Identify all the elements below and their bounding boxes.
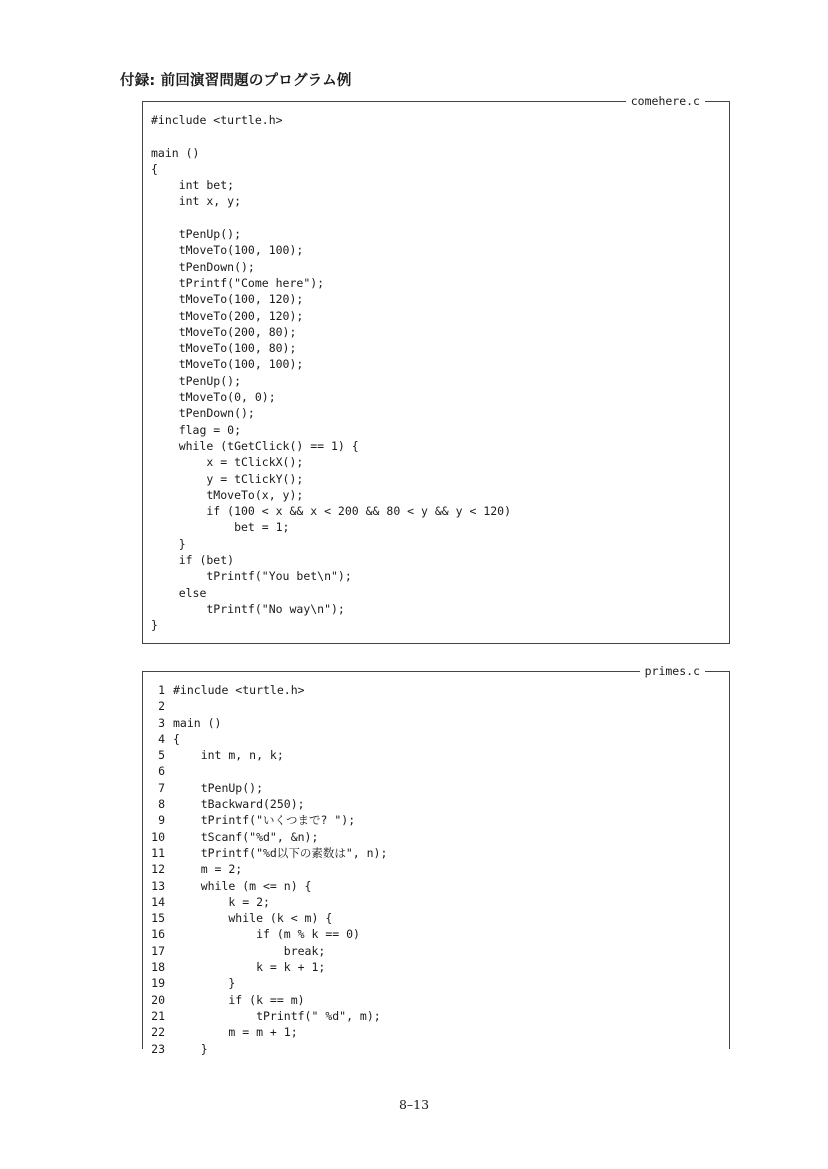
line-number: 9	[158, 813, 165, 828]
line-number: 22	[151, 1025, 165, 1040]
line-number: 8	[158, 797, 165, 812]
line-number: 3	[158, 715, 165, 730]
code-line: else	[151, 585, 207, 600]
code-line: tMoveTo(200, 80);	[151, 324, 297, 339]
line-number: 15	[151, 911, 165, 926]
code-line	[143, 1008, 387, 1024]
line-text: tPrintf("いくつまで? ");	[173, 813, 356, 828]
line-number: 5	[158, 748, 165, 763]
code-line: y = tClickY();	[151, 471, 304, 486]
code-line	[143, 894, 387, 910]
code-line	[143, 943, 387, 959]
line-number: 17	[151, 943, 165, 958]
code-line	[151, 210, 511, 226]
code-line: bet = 1;	[151, 520, 290, 535]
code-line: }	[151, 618, 158, 633]
line-text: break;	[173, 943, 326, 958]
code-line: if (100 < x && x < 200 && 80 < y && y < 120)	[151, 504, 512, 519]
code-line: tPenDown();	[151, 406, 255, 421]
line-text: k = k + 1;	[173, 960, 326, 975]
code-line: flag = 0;	[151, 422, 242, 437]
code-line	[143, 878, 387, 894]
line-number: 4	[158, 731, 165, 746]
listing-filename: primes.c	[640, 664, 705, 678]
code-line: tPenUp();	[151, 373, 242, 388]
line-number: 21	[151, 1008, 165, 1023]
code-line: #include <turtle.h>	[151, 113, 283, 127]
line-number: 10	[151, 829, 165, 844]
code-line: main ()	[151, 145, 200, 160]
code-line: tPenUp();	[151, 227, 242, 242]
line-number: 19	[151, 976, 165, 991]
code-line: x = tClickX();	[151, 455, 304, 470]
code-line: tMoveTo(100, 120);	[151, 292, 304, 307]
line-text: m = m + 1;	[173, 1025, 298, 1040]
code-line	[143, 682, 387, 698]
page-number: 8–13	[398, 1097, 430, 1112]
code-line	[143, 1024, 387, 1040]
code-line: tMoveTo(x, y);	[151, 487, 304, 502]
listing-primes	[142, 664, 730, 1056]
line-text: while (k < m) {	[173, 911, 333, 926]
line-text: k = 2;	[173, 894, 270, 909]
line-number: 23	[151, 1041, 165, 1056]
code-line: int x, y;	[151, 194, 242, 209]
code-line	[143, 747, 387, 763]
line-text: if (k == m)	[173, 992, 305, 1007]
line-number: 18	[151, 960, 165, 975]
code-line: int bet;	[151, 178, 235, 193]
code-line	[143, 959, 387, 975]
line-text: while (m <= n) {	[173, 878, 312, 893]
code-line	[143, 975, 387, 991]
line-number: 2	[158, 699, 165, 714]
code-line	[143, 1041, 387, 1057]
code-line: }	[151, 536, 186, 551]
page-heading: 付録: 前回演習問題のプログラム例	[120, 73, 352, 89]
line-number: 16	[151, 927, 165, 942]
code-line: {	[151, 161, 158, 176]
line-text: tPenUp();	[173, 780, 264, 795]
listing-filename: comehere.c	[626, 94, 705, 108]
line-text: main ()	[173, 715, 222, 730]
line-number: 6	[158, 764, 165, 779]
line-text: m = 2;	[173, 862, 243, 877]
code-line	[143, 829, 387, 845]
code-line: while (tGetClick() == 1) {	[151, 438, 359, 453]
line-number: 7	[158, 780, 165, 795]
line-text: {	[173, 731, 180, 746]
code-block	[143, 682, 387, 1057]
line-number: 14	[151, 894, 165, 909]
code-line: tPrintf("No way\n");	[151, 601, 345, 616]
listing-comehere	[142, 94, 730, 644]
code-block	[151, 112, 511, 634]
line-text: #include <turtle.h>	[173, 683, 305, 697]
line-text: tPrintf(" %d", m);	[173, 1008, 381, 1023]
line-text: tPrintf("%d以下の素数は", n);	[173, 845, 388, 860]
code-line: if (bet)	[151, 553, 235, 568]
code-line	[143, 910, 387, 926]
code-line	[143, 715, 387, 731]
line-number: 13	[151, 878, 165, 893]
code-line: tPrintf("You bet\n");	[151, 569, 352, 584]
code-line	[143, 780, 387, 796]
code-line	[143, 698, 387, 714]
line-number: 20	[151, 992, 165, 1007]
code-line	[143, 812, 387, 828]
line-text: }	[173, 1041, 208, 1056]
code-line: tMoveTo(200, 120);	[151, 308, 304, 323]
code-line	[143, 926, 387, 942]
code-line: tMoveTo(100, 80);	[151, 341, 297, 356]
line-text: if (m % k == 0)	[173, 927, 360, 942]
code-line	[143, 992, 387, 1008]
code-line: tMoveTo(100, 100);	[151, 357, 304, 372]
code-line: tMoveTo(100, 100);	[151, 243, 304, 258]
code-line: tPrintf("Come here");	[151, 275, 325, 290]
line-text: tScanf("%d", &n);	[173, 829, 319, 844]
code-line: tPenDown();	[151, 259, 255, 274]
line-number: 11	[151, 845, 165, 860]
code-line	[143, 763, 387, 779]
line-number: 1	[158, 683, 165, 697]
code-line	[143, 845, 387, 861]
code-line	[143, 861, 387, 877]
line-number: 12	[151, 862, 165, 877]
code-line: tMoveTo(0, 0);	[151, 390, 276, 405]
code-line	[143, 731, 387, 747]
line-text: tBackward(250);	[173, 797, 305, 812]
line-text: int m, n, k;	[173, 748, 284, 763]
code-line	[151, 128, 511, 144]
code-line	[143, 796, 387, 812]
line-text: }	[173, 976, 236, 991]
